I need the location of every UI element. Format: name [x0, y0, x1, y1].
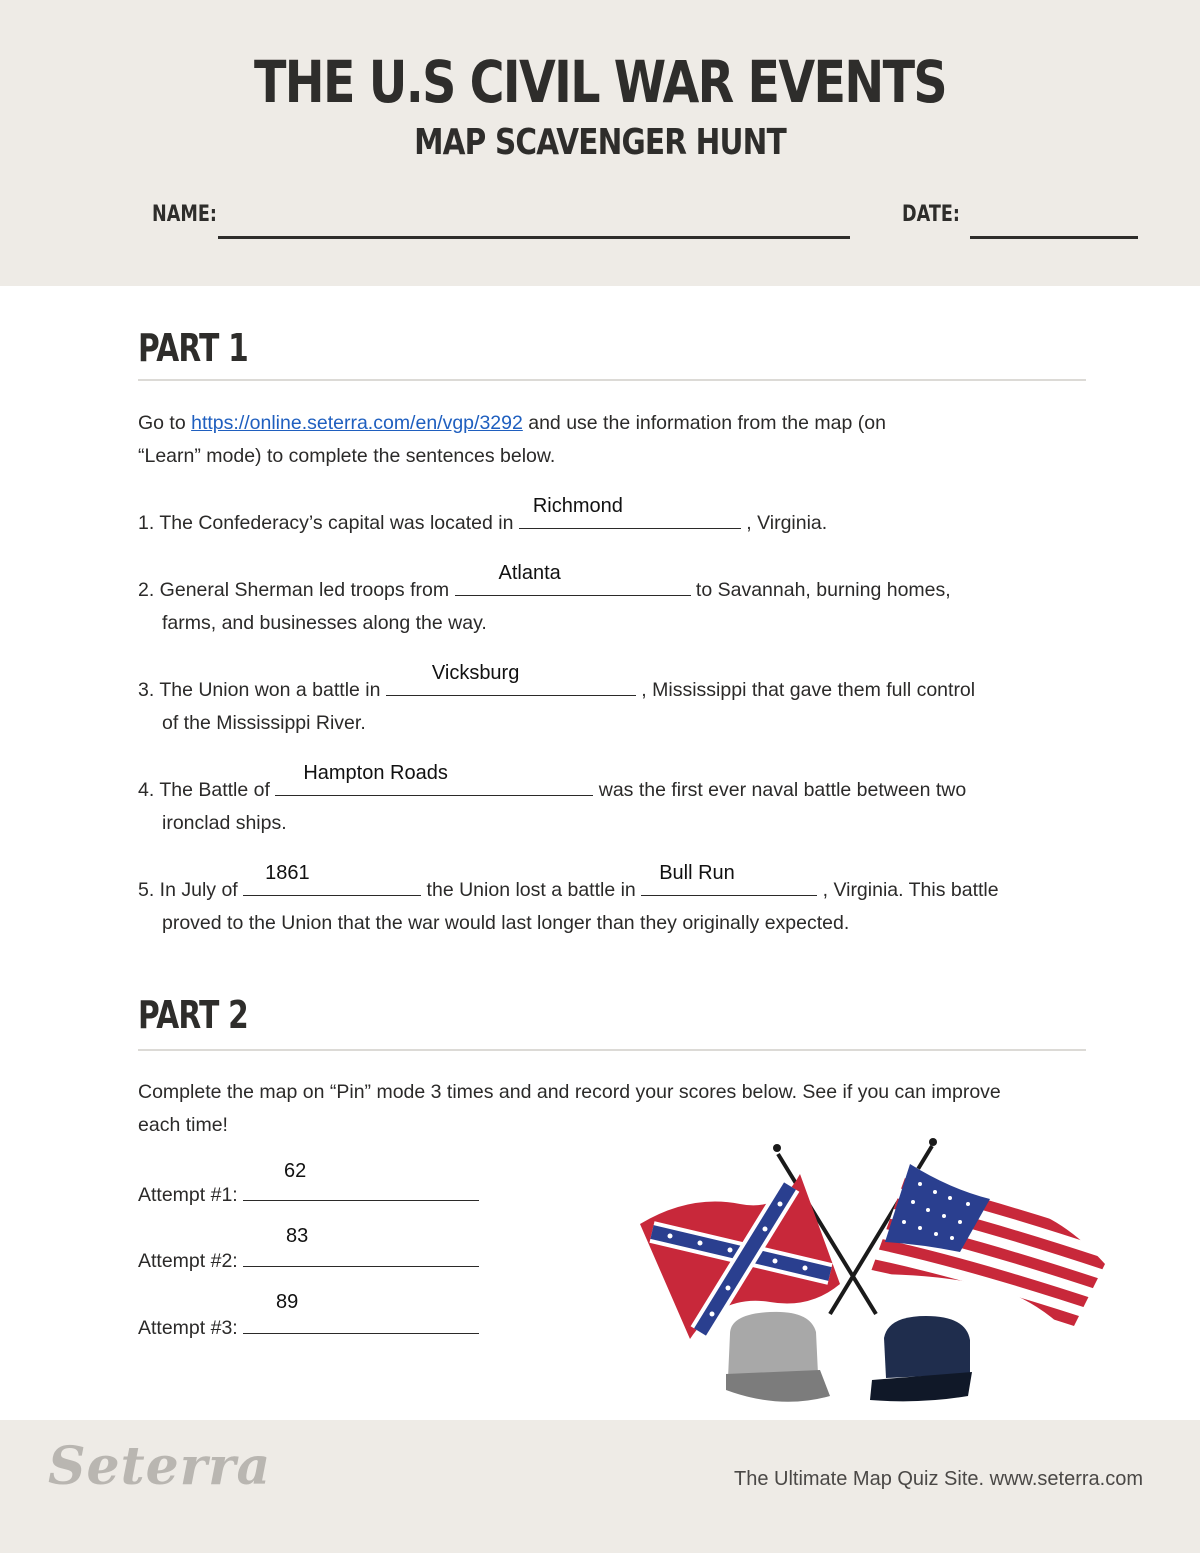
- q2-text-end: to Savannah, burning homes,: [690, 579, 951, 601]
- q1-text: 1. The Confederacy’s capital was located in: [138, 512, 519, 534]
- q3-answer-field[interactable]: [386, 662, 636, 696]
- q3-answer: Vicksburg: [431, 662, 520, 684]
- attempt-label: Attempt #1:: [138, 1184, 238, 1206]
- union-kepi-cap: [870, 1316, 972, 1401]
- q4-text: 4. The Battle of: [138, 779, 276, 801]
- q5-battle-answer: Bull Run: [659, 862, 735, 884]
- q2-text-line2: farms, and businesses along the way.: [162, 612, 487, 634]
- question-2: [138, 562, 1128, 640]
- footer-tagline: The Ultimate Map Quiz Site. www.seterra.com: [733, 1468, 1143, 1490]
- part2-divider: [138, 1049, 1086, 1051]
- intro-text-line2: “Learn” mode) to complete the sentences below.: [138, 445, 556, 467]
- part2-heading: PART 2: [138, 993, 248, 1037]
- question-3: [138, 662, 1128, 740]
- intro-text: Go to: [138, 412, 192, 434]
- q5-year-field[interactable]: [243, 862, 421, 896]
- page-title: THE U.S CIVIL WAR EVENTS: [253, 48, 947, 116]
- part2-intro-line2: each time!: [138, 1114, 228, 1136]
- question-4: [138, 762, 1128, 840]
- q5-text-mid: the Union lost a battle in: [421, 879, 642, 901]
- q4-answer: Hampton Roads: [303, 762, 448, 784]
- q2-answer: Atlanta: [498, 562, 561, 584]
- q4-text-line2: ironclad ships.: [162, 812, 287, 834]
- confederate-flag: [640, 1174, 840, 1339]
- q5-battle-field[interactable]: [641, 862, 817, 896]
- attempt-label: Attempt #2:: [138, 1250, 238, 1272]
- q2-text: 2. General Sherman led troops from: [138, 579, 455, 601]
- part2-intro-line1: Complete the map on “Pin” mode 3 times and and record your scores below. See if you can improve: [138, 1081, 1001, 1103]
- question-5: [138, 862, 1128, 940]
- q1-text-end: , Virginia.: [740, 512, 828, 534]
- q4-answer-field[interactable]: [275, 762, 593, 796]
- q3-text: 3. The Union won a battle in: [138, 679, 386, 701]
- q1-answer-field[interactable]: [519, 495, 741, 529]
- part1-divider: [138, 379, 1086, 381]
- attempt-1-score: 62: [284, 1160, 307, 1182]
- civil-war-flags-illustration: [630, 1134, 1110, 1410]
- attempt-score-field[interactable]: [243, 1246, 479, 1267]
- q3-text-end: , Mississippi that gave them full control: [635, 679, 976, 701]
- part1-intro: [138, 407, 1128, 473]
- part2-intro: [138, 1076, 1128, 1142]
- attempt-score-field[interactable]: [243, 1313, 479, 1334]
- attempt-score-field[interactable]: [243, 1180, 479, 1201]
- attempt-2: [138, 1246, 479, 1273]
- attempt-label: Attempt #3:: [138, 1317, 238, 1339]
- attempt-1: [138, 1180, 479, 1207]
- confederate-kepi-cap: [726, 1312, 830, 1402]
- q1-answer: Richmond: [532, 495, 623, 517]
- name-label: NAME:: [152, 202, 217, 227]
- q5-text-end: , Virginia. This battle: [817, 879, 999, 901]
- part1-heading: PART 1: [138, 326, 248, 370]
- attempt-2-score: 83: [286, 1225, 309, 1247]
- q5-text-line2: proved to the Union that the war would last longer than they originally expected.: [162, 912, 850, 934]
- seterra-logo: Seterra: [48, 1436, 272, 1497]
- seterra-map-link[interactable]: https://online.seterra.com/en/vgp/3292: [191, 412, 523, 434]
- attempt-3-score: 89: [276, 1291, 299, 1313]
- page-subtitle: MAP SCAVENGER HUNT: [414, 122, 786, 163]
- q4-text-end: was the first ever naval battle between two: [593, 779, 967, 801]
- intro-text-cont: and use the information from the map (on: [522, 412, 886, 434]
- q5-text: 5. In July of: [138, 879, 244, 901]
- question-1: [138, 495, 1128, 540]
- date-field[interactable]: [970, 236, 1138, 239]
- q3-text-line2: of the Mississippi River.: [162, 712, 366, 734]
- date-label: DATE:: [902, 202, 960, 227]
- name-field[interactable]: [218, 236, 850, 239]
- union-flag: [860, 1164, 1110, 1334]
- q5-year-answer: 1861: [265, 862, 310, 884]
- q2-answer-field[interactable]: [455, 562, 691, 596]
- attempt-3: [138, 1313, 479, 1340]
